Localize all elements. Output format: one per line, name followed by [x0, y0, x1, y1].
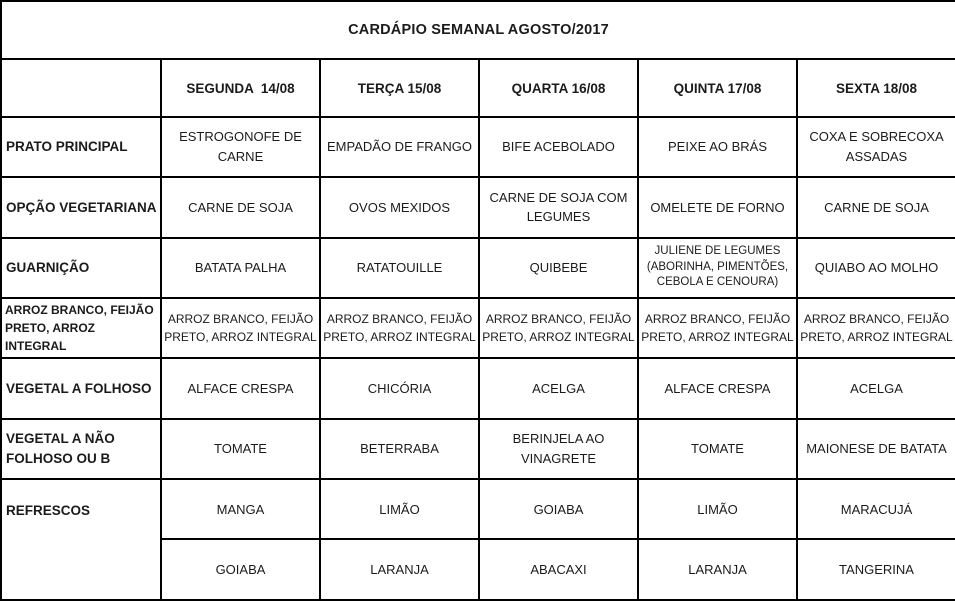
menu-cell: BATATA PALHA — [161, 238, 320, 298]
menu-cell: ARROZ BRANCO, FEIJÃO PRETO, ARROZ INTEGRAL — [479, 298, 638, 358]
row-label-guarnicao: GUARNIÇÃO — [1, 238, 161, 298]
menu-cell: MAIONESE DE BATATA — [797, 419, 955, 479]
menu-cell: CARNE DE SOJA COM LEGUMES — [479, 177, 638, 237]
menu-cell: QUIABO AO MOLHO — [797, 238, 955, 298]
row-opcao-vegetariana — [1, 177, 955, 237]
header-row — [1, 59, 955, 116]
menu-cell: ABACAXI — [479, 539, 638, 600]
row-guarnicao — [1, 238, 955, 298]
menu-cell: ALFACE CRESPA — [161, 358, 320, 418]
menu-cell: GOIABA — [479, 479, 638, 539]
menu-cell: ARROZ BRANCO, FEIJÃO PRETO, ARROZ INTEGRAL — [320, 298, 479, 358]
menu-cell: LARANJA — [638, 539, 797, 600]
menu-cell: LARANJA — [320, 539, 479, 600]
menu-cell: ACELGA — [479, 358, 638, 418]
menu-cell: ARROZ BRANCO, FEIJÃO PRETO, ARROZ INTEGRAL — [161, 298, 320, 358]
menu-cell: ACELGA — [797, 358, 955, 418]
menu-cell: CARNE DE SOJA — [797, 177, 955, 237]
menu-cell: EMPADÃO DE FRANGO — [320, 117, 479, 177]
menu-cell: ARROZ BRANCO, FEIJÃO PRETO, ARROZ INTEGRAL — [638, 298, 797, 358]
menu-cell: LIMÃO — [638, 479, 797, 539]
menu-cell: OVOS MEXIDOS — [320, 177, 479, 237]
row-label-arroz-feijao: ARROZ BRANCO, FEIJÃO PRETO, ARROZ INTEGRAL — [1, 298, 161, 358]
menu-cell: MANGA — [161, 479, 320, 539]
row-vegetal-nao-folhoso — [1, 419, 955, 479]
menu-cell: ARROZ BRANCO, FEIJÃO PRETO, ARROZ INTEGRAL — [797, 298, 955, 358]
column-header-terca: TERÇA 15/08 — [320, 59, 479, 116]
menu-cell: QUIBEBE — [479, 238, 638, 298]
column-header-sexta: SEXTA 18/08 — [797, 59, 955, 116]
menu-cell: BIFE ACEBOLADO — [479, 117, 638, 177]
row-prato-principal — [1, 117, 955, 177]
row-arroz-feijao — [1, 298, 955, 358]
menu-cell: LIMÃO — [320, 479, 479, 539]
menu-cell: CHICÓRIA — [320, 358, 479, 418]
row-label-vegetal-nao-folhoso: VEGETAL A NÃO FOLHOSO OU B — [1, 419, 161, 479]
menu-cell: ALFACE CRESPA — [638, 358, 797, 418]
menu-cell: TANGERINA — [797, 539, 955, 600]
menu-cell: GOIABA — [161, 539, 320, 600]
row-label-refrescos: REFRESCOS — [1, 479, 161, 600]
menu-cell: COXA E SOBRECOXA ASSADAS — [797, 117, 955, 177]
row-label-opcao-vegetariana: OPÇÃO VEGETARIANA — [1, 177, 161, 237]
menu-cell: TOMATE — [161, 419, 320, 479]
menu-cell: MARACUJÁ — [797, 479, 955, 539]
menu-cell: PEIXE AO BRÁS — [638, 117, 797, 177]
row-label-vegetal-folhoso: VEGETAL A FOLHOSO — [1, 358, 161, 418]
column-header-quarta: QUARTA 16/08 — [479, 59, 638, 116]
row-vegetal-folhoso — [1, 358, 955, 418]
column-header-segunda: SEGUNDA 14/08 — [161, 59, 320, 116]
row-label-prato-principal: PRATO PRINCIPAL — [1, 117, 161, 177]
menu-cell: TOMATE — [638, 419, 797, 479]
corner-cell — [1, 59, 161, 116]
menu-cell: BETERRABA — [320, 419, 479, 479]
menu-cell: CARNE DE SOJA — [161, 177, 320, 237]
menu-cell: BERINJELA AO VINAGRETE — [479, 419, 638, 479]
page-title: CARDÁPIO SEMANAL AGOSTO/2017 — [1, 1, 955, 59]
menu-cell: OMELETE DE FORNO — [638, 177, 797, 237]
row-refrescos-1 — [1, 479, 955, 539]
column-header-quinta: QUINTA 17/08 — [638, 59, 797, 116]
menu-cell: RATATOUILLE — [320, 238, 479, 298]
title-row — [1, 1, 955, 59]
menu-cell: JULIENE DE LEGUMES (ABORINHA, PIMENTÕES, CEBOLA E CENOURA) — [638, 238, 797, 298]
menu-cell: ESTROGONOFE DE CARNE — [161, 117, 320, 177]
